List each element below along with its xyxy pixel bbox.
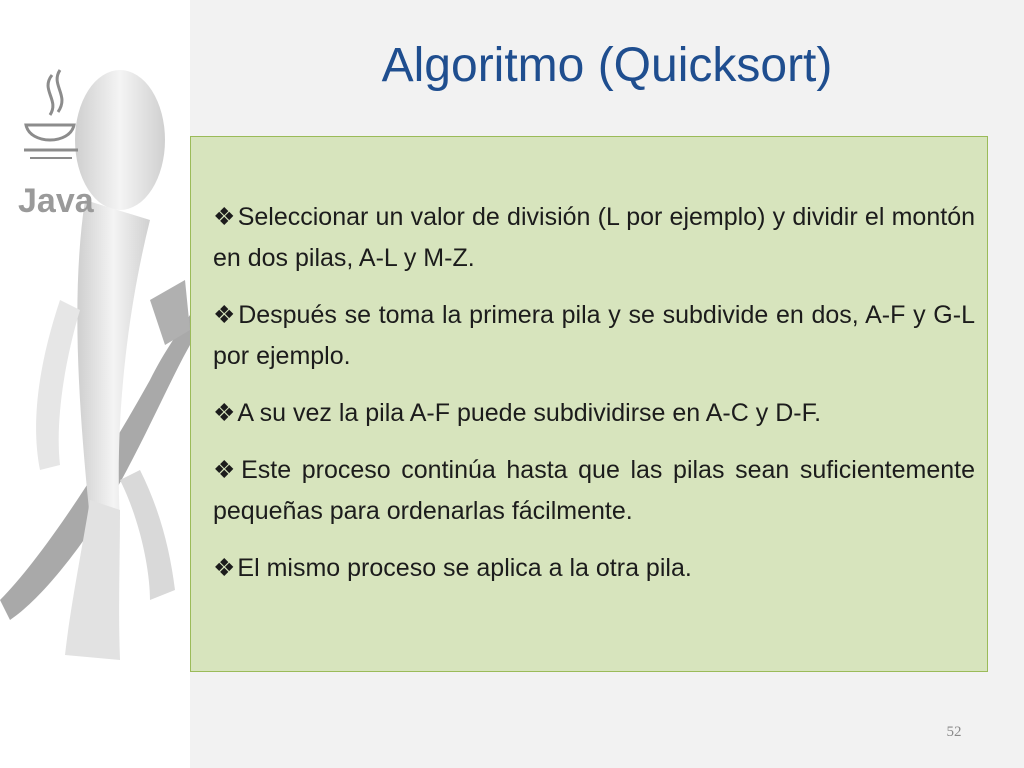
slide-title: Algoritmo (Quicksort) xyxy=(381,39,833,92)
bullet-item xyxy=(213,548,975,589)
bullet-text: A su vez la pila A-F puede subdividirse en A-C y D-F. xyxy=(237,399,822,427)
bullet-item xyxy=(213,393,975,434)
diamond-bullet-icon: ❖ xyxy=(213,399,236,427)
bullet-text: Seleccionar un valor de división (L por ejemplo) y dividir el montón en dos pilas, A-L y M-Z. xyxy=(213,203,975,272)
bullet-item xyxy=(213,197,975,279)
diamond-bullet-icon: ❖ xyxy=(213,301,237,329)
diamond-bullet-icon: ❖ xyxy=(213,456,240,484)
bullet-item xyxy=(213,295,975,377)
page-number: 52 xyxy=(946,724,962,740)
java-logo-text: Java xyxy=(18,182,94,220)
bullet-text: Después se toma la primera pila y se subdivide en dos, A-F y G-L por ejemplo. xyxy=(213,301,975,370)
diamond-bullet-icon: ❖ xyxy=(213,554,236,582)
bullet-text: El mismo proceso se aplica a la otra pila. xyxy=(237,554,692,582)
diamond-bullet-icon: ❖ xyxy=(213,203,236,231)
content-box xyxy=(190,136,988,672)
bullet-item xyxy=(213,450,975,532)
java-mascot-illustration xyxy=(0,0,190,768)
bullet-text: Este proceso continúa hasta que las pilas sean suficientemente pequeñas para ordenarlas fácilmente. xyxy=(213,456,975,525)
